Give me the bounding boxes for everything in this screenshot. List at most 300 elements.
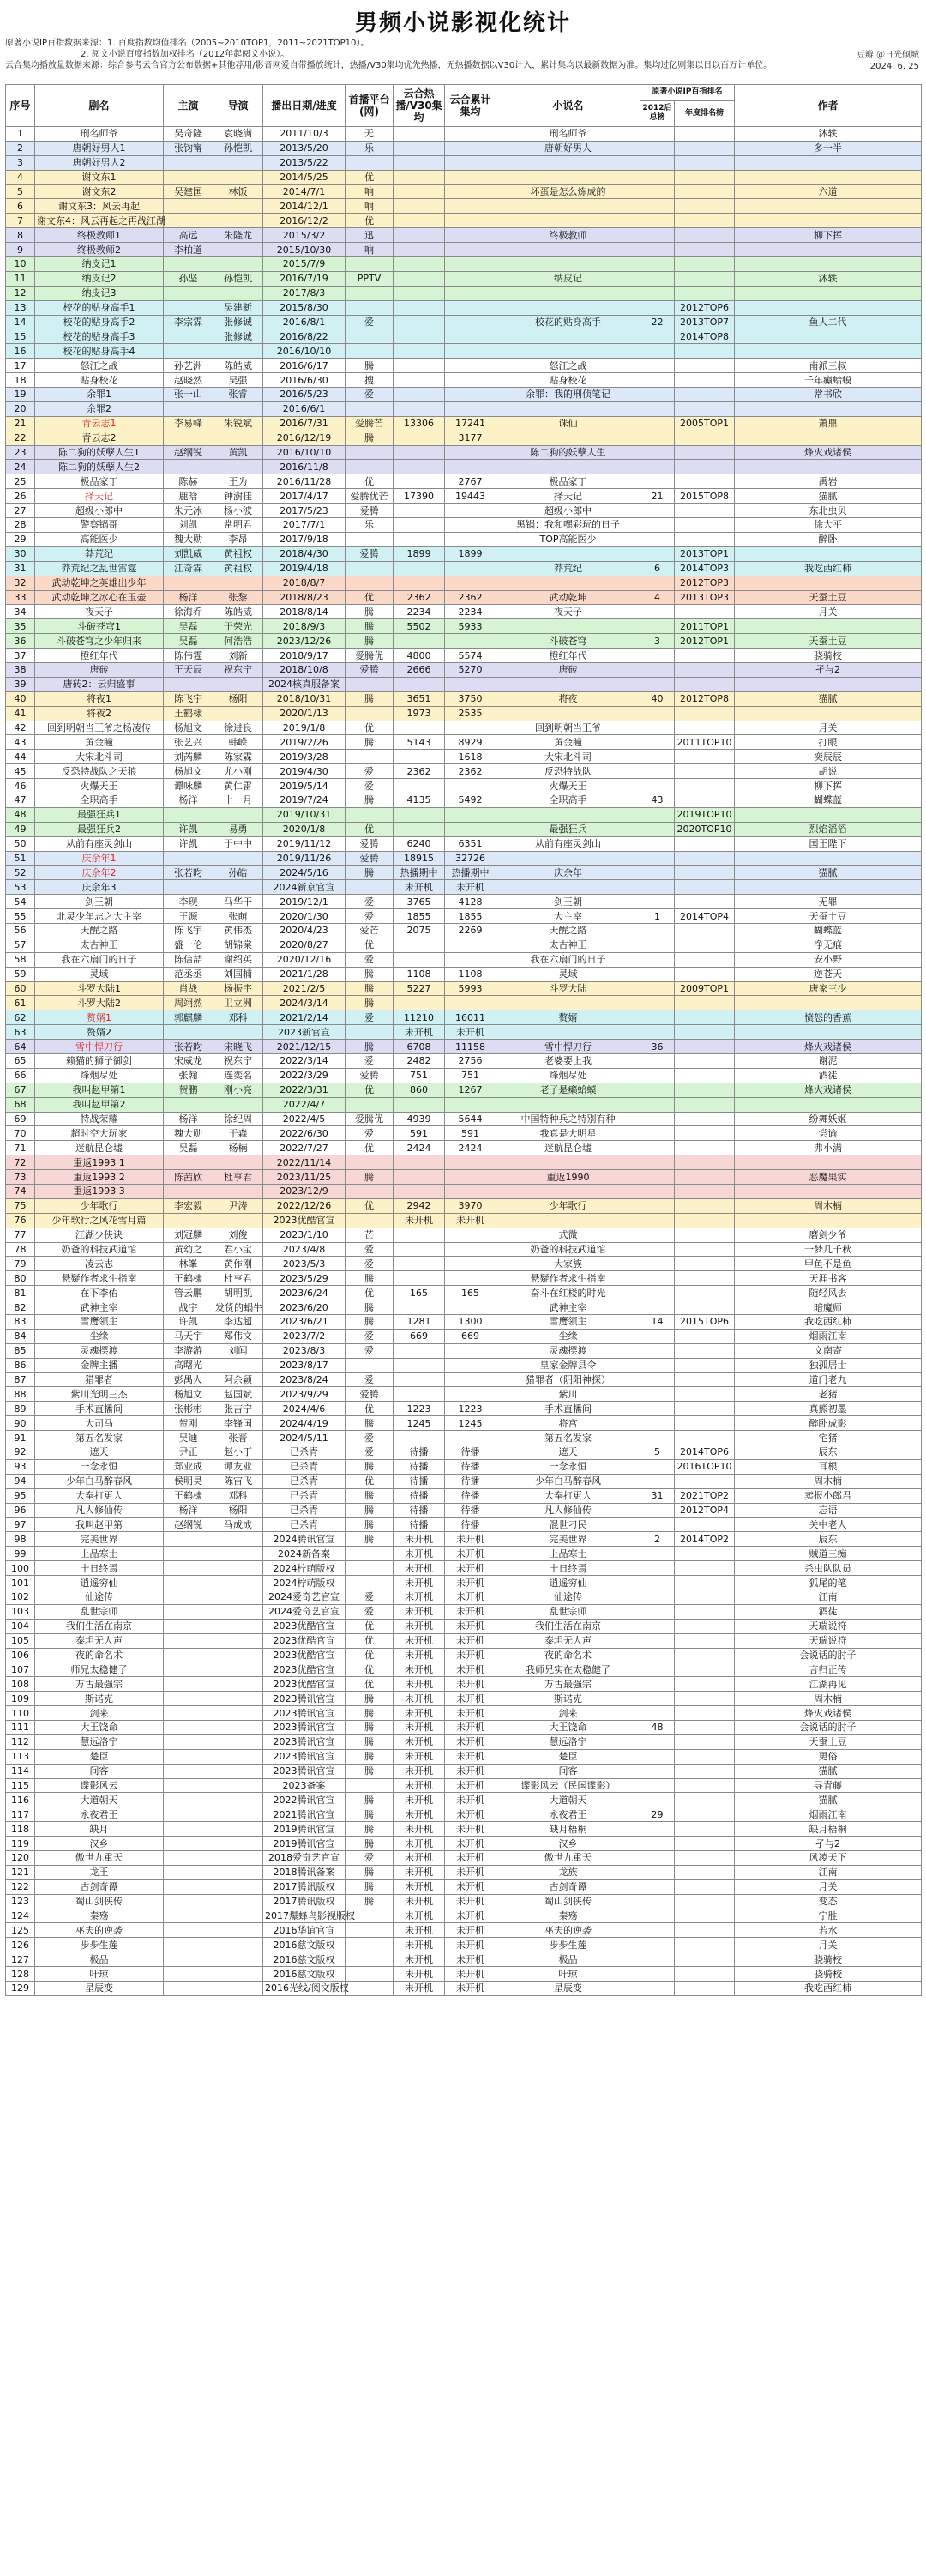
cell-date: 2019/5/14 <box>263 779 346 793</box>
cell-date: 2023腾讯官宣 <box>263 1749 346 1764</box>
cell-lead: 周翊然 <box>164 996 213 1010</box>
cell-yunhe: 未开机 <box>394 1662 445 1677</box>
cell-lead: 吴奇隆 <box>164 127 213 142</box>
cell-novel: 大家族 <box>496 1257 640 1271</box>
cell-no: 120 <box>6 1850 35 1865</box>
cell-rank-year <box>675 1734 735 1749</box>
cell-novel: 武神主宰 <box>496 1300 640 1315</box>
cell-date: 2015/8/30 <box>263 300 346 315</box>
cell-yunhe: 1973 <box>394 706 445 721</box>
table-row <box>6 1807 922 1822</box>
cell-rank-total <box>640 619 675 634</box>
cell-author: 杀虫队队员 <box>735 1561 922 1576</box>
cell-novel: 步步生莲 <box>496 1938 640 1952</box>
header-rank-year: 年度排名榜 <box>675 100 735 126</box>
cell-lead: 郭麒麟 <box>164 1010 213 1025</box>
cell-lead: 杨洋 <box>164 1112 213 1126</box>
cell-no: 86 <box>6 1358 35 1372</box>
cell-author: 狐尾的笔 <box>735 1576 922 1590</box>
cell-total: 未开机 <box>445 1532 496 1547</box>
cell-total: 3970 <box>445 1198 496 1213</box>
cell-director: 张吉宁 <box>213 1402 263 1416</box>
cell-drama: 天醒之路 <box>35 923 164 938</box>
cell-novel: 回到明朝当王爷 <box>496 721 640 735</box>
cell-yunhe: 待播 <box>394 1474 445 1488</box>
cell-no: 5 <box>6 184 35 199</box>
cell-lead <box>164 1923 213 1938</box>
cell-date: 2018/9/3 <box>263 619 346 634</box>
cell-rank-total <box>640 1517 675 1532</box>
cell-yunhe <box>394 996 445 1010</box>
cell-rank-total <box>640 880 675 895</box>
cell-total: 未开机 <box>445 1213 496 1228</box>
cell-rank-year <box>675 1677 735 1692</box>
cell-platform: 爱 <box>346 388 394 402</box>
cell-rank-year <box>675 1807 735 1822</box>
cell-rank-year: 2012TOP6 <box>675 300 735 315</box>
cell-drama: 全职高手 <box>35 793 164 807</box>
cell-novel: 皇家金牌县令 <box>496 1358 640 1372</box>
cell-drama: 高能医少 <box>35 532 164 546</box>
cell-rank-year <box>675 952 735 967</box>
cell-total: 未开机 <box>445 1938 496 1952</box>
cell-director <box>213 1749 263 1764</box>
cell-date: 2024爱奇艺官宣 <box>263 1590 346 1604</box>
cell-platform: 爱腾芒 <box>346 416 394 431</box>
cell-novel: 我在六扇门的日子 <box>496 952 640 967</box>
cell-lead <box>164 286 213 300</box>
cell-rank-total <box>640 576 675 590</box>
cell-no: 77 <box>6 1228 35 1242</box>
cell-platform: 腾 <box>346 1503 394 1517</box>
cell-rank-year: 2016TOP10 <box>675 1459 735 1474</box>
cell-yunhe <box>394 460 445 474</box>
cell-lead: 刘冠麟 <box>164 1228 213 1242</box>
cell-director: 张萌 <box>213 909 263 924</box>
cell-no: 103 <box>6 1604 35 1619</box>
cell-no: 11 <box>6 271 35 286</box>
cell-total: 未开机 <box>445 1576 496 1590</box>
cell-novel: 重返1990 <box>496 1170 640 1185</box>
cell-director: 赵国斌 <box>213 1387 263 1402</box>
cell-rank-year <box>675 1126 735 1141</box>
cell-total <box>445 127 496 142</box>
cell-yunhe: 未开机 <box>394 1547 445 1561</box>
cell-no: 2 <box>6 141 35 155</box>
table-row <box>6 359 922 373</box>
cell-no: 78 <box>6 1242 35 1257</box>
cell-rank-year <box>675 1982 735 1996</box>
table-row <box>6 1764 922 1778</box>
cell-rank-year <box>675 445 735 460</box>
cell-total: 2269 <box>445 923 496 938</box>
cell-no: 82 <box>6 1300 35 1315</box>
cell-platform: 腾 <box>346 1170 394 1185</box>
table-row <box>6 1604 922 1619</box>
cell-lead: 陈飞宇 <box>164 923 213 938</box>
cell-rank-year <box>675 1402 735 1416</box>
cell-no: 75 <box>6 1198 35 1213</box>
cell-lead: 张钧甯 <box>164 141 213 155</box>
cell-platform: 腾 <box>346 1894 394 1909</box>
cell-novel: 凡人修仙传 <box>496 1503 640 1517</box>
table-row <box>6 721 922 735</box>
cell-yunhe: 1855 <box>394 909 445 924</box>
table-row <box>6 329 922 344</box>
cell-drama: 橙红年代 <box>35 649 164 663</box>
table-row <box>6 1822 922 1837</box>
cell-novel: 纳皮记 <box>496 271 640 286</box>
cell-lead: 张艺兴 <box>164 735 213 750</box>
cell-novel: 贴身校花 <box>496 373 640 388</box>
cell-platform: 爱腾优芒 <box>346 489 394 504</box>
cell-no: 32 <box>6 576 35 590</box>
cell-author: 多一半 <box>735 141 922 155</box>
cell-platform <box>346 155 394 170</box>
cell-no: 58 <box>6 952 35 967</box>
cell-date: 2016/6/17 <box>263 359 346 373</box>
cell-rank-total <box>640 649 675 663</box>
cell-date: 2015/3/2 <box>263 228 346 243</box>
cell-total: 17241 <box>445 416 496 431</box>
cell-date: 已杀青 <box>263 1503 346 1517</box>
cell-rank-year <box>675 1576 735 1590</box>
table-row <box>6 1416 922 1431</box>
cell-date: 2023腾讯官宣 <box>263 1720 346 1734</box>
cell-author: 沐轶 <box>735 127 922 142</box>
cell-date: 2014/5/25 <box>263 170 346 184</box>
cell-director: 杨楠 <box>213 1141 263 1155</box>
cell-rank-year <box>675 1923 735 1938</box>
cell-date: 2017腾讯版权 <box>263 1879 346 1894</box>
cell-date: 2020/1/30 <box>263 909 346 924</box>
cell-director <box>213 1604 263 1619</box>
cell-rank-total <box>640 851 675 866</box>
cell-novel: 猎罪者（阴阳神探） <box>496 1372 640 1387</box>
cell-platform <box>346 1213 394 1228</box>
cell-no: 50 <box>6 836 35 851</box>
cell-rank-total <box>640 532 675 546</box>
cell-lead: 张彬彬 <box>164 1402 213 1416</box>
cell-rank-total <box>640 460 675 474</box>
cell-lead: 张若昀 <box>164 866 213 880</box>
cell-date: 2013/5/22 <box>263 155 346 170</box>
cell-novel: 武动乾坤 <box>496 590 640 605</box>
cell-lead: 王源 <box>164 909 213 924</box>
cell-rank-year: 2020TOP10 <box>675 822 735 836</box>
table-row <box>6 1648 922 1662</box>
cell-no: 128 <box>6 1967 35 1982</box>
cell-total: 未开机 <box>445 1720 496 1734</box>
cell-drama: 手术直播间 <box>35 1402 164 1416</box>
cell-date: 2024/5/16 <box>263 866 346 880</box>
cell-rank-year <box>675 1967 735 1982</box>
cell-novel <box>496 576 640 590</box>
cell-total: 未开机 <box>445 1604 496 1619</box>
cell-lead: 吴迪 <box>164 1431 213 1445</box>
cell-rank-year <box>675 286 735 300</box>
cell-novel: 诛仙 <box>496 416 640 431</box>
cell-date: 2022/7/27 <box>263 1141 346 1155</box>
cell-author <box>735 155 922 170</box>
cell-date: 2016/11/8 <box>263 460 346 474</box>
cell-yunhe <box>394 1387 445 1402</box>
cell-total: 未开机 <box>445 1923 496 1938</box>
cell-lead <box>164 576 213 590</box>
cell-date: 2017/7/1 <box>263 518 346 533</box>
cell-drama: 反恐特战队之天狼 <box>35 764 164 779</box>
cell-total <box>445 155 496 170</box>
cell-no: 69 <box>6 1112 35 1126</box>
cell-date: 2018/8/7 <box>263 576 346 590</box>
cell-no: 122 <box>6 1879 35 1894</box>
cell-lead: 管云鹏 <box>164 1286 213 1300</box>
cell-lead <box>164 1850 213 1865</box>
cell-total: 165 <box>445 1286 496 1300</box>
cell-rank-total <box>640 286 675 300</box>
cell-author <box>735 996 922 1010</box>
cell-rank-year <box>675 1865 735 1879</box>
cell-date: 2018/8/23 <box>263 590 346 605</box>
cell-rank-total <box>640 1633 675 1648</box>
cell-rank-total <box>640 1749 675 1764</box>
cell-director: 徐纪周 <box>213 1112 263 1126</box>
cell-author: 文南寄 <box>735 1343 922 1358</box>
cell-rank-year <box>675 199 735 214</box>
cell-novel <box>496 344 640 359</box>
table-row <box>6 300 922 315</box>
cell-director <box>213 344 263 359</box>
cell-date: 2023优酷官宣 <box>263 1633 346 1648</box>
cell-no: 106 <box>6 1648 35 1662</box>
cell-platform: 腾 <box>346 1315 394 1330</box>
cell-drama: 最强狂兵1 <box>35 807 164 822</box>
cell-rank-year <box>675 1343 735 1358</box>
cell-lead <box>164 880 213 895</box>
cell-total: 2767 <box>445 474 496 489</box>
cell-director: 刘俊 <box>213 1228 263 1242</box>
cell-no: 4 <box>6 170 35 184</box>
cell-platform: 优 <box>346 214 394 228</box>
cell-date: 2016慈文版权 <box>263 1967 346 1982</box>
table-row <box>6 1952 922 1967</box>
cell-yunhe: 未开机 <box>394 1749 445 1764</box>
cell-date: 2019/7/24 <box>263 793 346 807</box>
cell-rank-total: 21 <box>640 489 675 504</box>
cell-novel <box>496 257 640 272</box>
cell-drama: 纳皮记1 <box>35 257 164 272</box>
cell-date: 2020/1/8 <box>263 822 346 836</box>
cell-no: 24 <box>6 460 35 474</box>
cell-platform: 腾 <box>346 1416 394 1431</box>
cell-novel: 剑王朝 <box>496 895 640 909</box>
cell-drama: 唐朝好男人2 <box>35 155 164 170</box>
cell-author: 宅猪 <box>735 1431 922 1445</box>
table-row <box>6 1561 922 1576</box>
cell-rank-year <box>675 1619 735 1633</box>
cell-date: 2011/10/3 <box>263 127 346 142</box>
cell-author <box>735 1155 922 1170</box>
cell-no: 43 <box>6 735 35 750</box>
cell-rank-year <box>675 1097 735 1112</box>
table-row <box>6 1372 922 1387</box>
header-drama: 剧名 <box>35 85 164 127</box>
cell-director <box>213 286 263 300</box>
cell-author <box>735 576 922 590</box>
cell-platform: 爱 <box>346 315 394 329</box>
cell-yunhe: 未开机 <box>394 1677 445 1692</box>
cell-platform: 腾 <box>346 996 394 1010</box>
cell-director <box>213 677 263 691</box>
cell-novel <box>496 619 640 634</box>
cell-novel: 黑锅：我和嘿彩玩的日子 <box>496 518 640 533</box>
cell-lead <box>164 1749 213 1764</box>
cell-no: 90 <box>6 1416 35 1431</box>
cell-total <box>445 445 496 460</box>
cell-no: 91 <box>6 1431 35 1445</box>
cell-author: 真熊初墨 <box>735 1402 922 1416</box>
cell-lead: 李现 <box>164 895 213 909</box>
header-rank-total: 2012后总榜 <box>640 100 675 126</box>
cell-drama: 叶琼 <box>35 1967 164 1982</box>
cell-rank-total <box>640 1576 675 1590</box>
cell-total: 32726 <box>445 851 496 866</box>
table-row <box>6 1112 922 1126</box>
cell-total <box>445 344 496 359</box>
cell-lead <box>164 1590 213 1604</box>
table-row <box>6 706 922 721</box>
cell-novel <box>496 170 640 184</box>
cell-no: 102 <box>6 1590 35 1604</box>
cell-no: 59 <box>6 967 35 981</box>
cell-director <box>213 1097 263 1112</box>
cell-yunhe <box>394 300 445 315</box>
cell-rank-year <box>675 1083 735 1097</box>
cell-lead <box>164 1619 213 1633</box>
cell-director: 杨振宇 <box>213 981 263 996</box>
cell-platform: 优 <box>346 1141 394 1155</box>
cell-rank-year <box>675 866 735 880</box>
cell-total: 3750 <box>445 691 496 706</box>
cell-lead <box>164 1967 213 1982</box>
table-row <box>6 1315 922 1330</box>
cell-total <box>445 315 496 329</box>
header-no: 序号 <box>6 85 35 127</box>
cell-yunhe: 4939 <box>394 1112 445 1126</box>
cell-yunhe <box>394 257 445 272</box>
cell-rank-year: 2013TOP1 <box>675 546 735 561</box>
cell-rank-total <box>640 1822 675 1837</box>
cell-novel <box>496 155 640 170</box>
table-row <box>6 127 922 142</box>
cell-rank-total <box>640 1648 675 1662</box>
cell-rank-total <box>640 1025 675 1040</box>
cell-rank-year <box>675 214 735 228</box>
cell-lead: 张若昀 <box>164 1040 213 1054</box>
cell-date: 2017腾讯版权 <box>263 1894 346 1909</box>
cell-date: 2018爱奇艺官宣 <box>263 1850 346 1865</box>
cell-total <box>445 952 496 967</box>
cell-rank-year: 2012TOP1 <box>675 634 735 649</box>
date-stamp: 2024. 6. 25 <box>869 62 919 71</box>
cell-lead <box>164 214 213 228</box>
cell-director: 袁晓满 <box>213 127 263 142</box>
cell-platform: 爱 <box>346 952 394 967</box>
cell-novel: 唐朝好男人 <box>496 141 640 155</box>
cell-yunhe: 2942 <box>394 1198 445 1213</box>
cell-author: 骁骑校 <box>735 649 922 663</box>
cell-platform: 腾 <box>346 1807 394 1822</box>
cell-author: 徐大平 <box>735 518 922 533</box>
cell-novel <box>496 460 640 474</box>
cell-author: 醉卧成影 <box>735 1416 922 1431</box>
cell-no: 23 <box>6 445 35 460</box>
cell-drama: 庆余年2 <box>35 866 164 880</box>
cell-no: 96 <box>6 1503 35 1517</box>
cell-platform: 腾 <box>346 359 394 373</box>
cell-total: 未开机 <box>445 1025 496 1040</box>
cell-author: 周木楠 <box>735 1692 922 1706</box>
cell-rank-year <box>675 1257 735 1271</box>
cell-rank-year <box>675 1228 735 1242</box>
cell-novel: 将宫 <box>496 1416 640 1431</box>
cell-director: 吴建新 <box>213 300 263 315</box>
cell-director <box>213 199 263 214</box>
cell-author: 烽火戏诸侯 <box>735 1083 922 1097</box>
table-row <box>6 793 922 807</box>
cell-date: 2023/6/20 <box>263 1300 346 1315</box>
cell-rank-total <box>640 228 675 243</box>
cell-drama: 楚臣 <box>35 1749 164 1764</box>
cell-platform <box>346 1982 394 1996</box>
cell-lead: 吴磊 <box>164 634 213 649</box>
cell-director: 发货的蜗牛 <box>213 1300 263 1315</box>
cell-drama: 间客 <box>35 1764 164 1778</box>
cell-rank-year <box>675 1155 735 1170</box>
cell-yunhe: 未开机 <box>394 1879 445 1894</box>
cell-lead <box>164 1894 213 1909</box>
cell-rank-total <box>640 1372 675 1387</box>
cell-total: 待播 <box>445 1459 496 1474</box>
cell-date: 2017/8/3 <box>263 286 346 300</box>
cell-novel: 雪中悍刀行 <box>496 1040 640 1054</box>
cell-drama: 终极教师1 <box>35 228 164 243</box>
cell-no: 15 <box>6 329 35 344</box>
cell-rank-year <box>675 1633 735 1648</box>
cell-author: 酒徒 <box>735 1604 922 1619</box>
cell-rank-year <box>675 1793 735 1807</box>
cell-drama: 太古神王 <box>35 938 164 952</box>
cell-author: 胡说 <box>735 764 922 779</box>
cell-rank-total <box>640 1590 675 1604</box>
cell-rank-total <box>640 1343 675 1358</box>
cell-lead: 孙艺洲 <box>164 359 213 373</box>
cell-no: 47 <box>6 793 35 807</box>
cell-total <box>445 184 496 199</box>
cell-novel: 最强狂兵 <box>496 822 640 836</box>
cell-date: 2021/2/5 <box>263 981 346 996</box>
cell-yunhe: 未开机 <box>394 1938 445 1952</box>
cell-drama: 斗破苍穹1 <box>35 619 164 634</box>
cell-lead: 朱元冰 <box>164 504 213 518</box>
cell-rank-total <box>640 822 675 836</box>
cell-total: 未开机 <box>445 1807 496 1822</box>
cell-rank-year <box>675 243 735 257</box>
table-row <box>6 807 922 822</box>
cell-platform: 爱 <box>346 1010 394 1025</box>
cell-platform: 爱腾 <box>346 1387 394 1402</box>
cell-date: 2016华谊官宣 <box>263 1923 346 1938</box>
